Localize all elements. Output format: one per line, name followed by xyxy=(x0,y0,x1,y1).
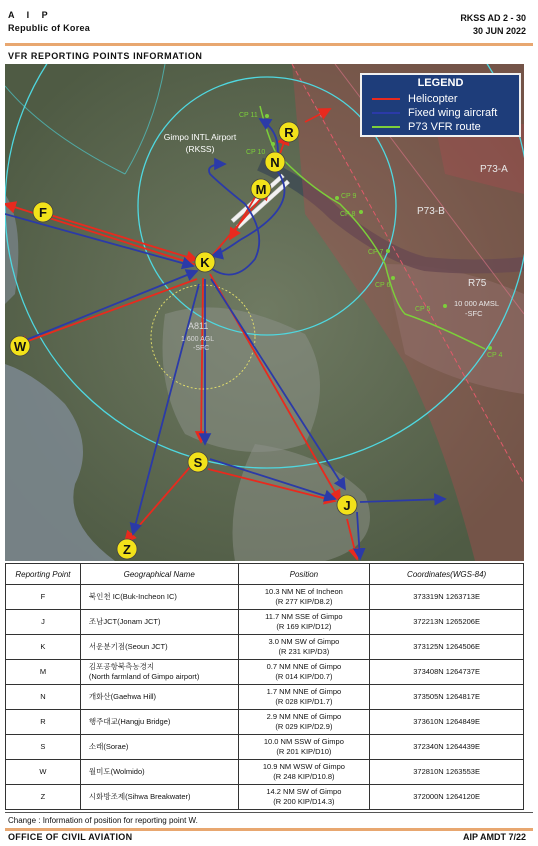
chart-legend xyxy=(360,73,521,137)
point-s-label: S xyxy=(193,455,203,470)
position-line: 3.0 NM SW of Gimpo xyxy=(268,637,340,646)
col-header: Reporting Point xyxy=(6,564,81,585)
table-row xyxy=(6,635,524,660)
position-cell xyxy=(238,585,370,610)
legend-item-vfr-route xyxy=(372,120,481,134)
position-line: 2.9 NM NNE of Gimpo xyxy=(266,712,342,721)
name-cell: 서운분기점(Seoun JCT) xyxy=(80,635,238,660)
legend-title: LEGEND xyxy=(417,77,464,89)
position-line: 10.3 NM NE of Incheon xyxy=(264,587,343,596)
col-header: Position xyxy=(238,564,370,585)
name-cell: 김포공항북측농경지 (North farmland of Gimpo airport) xyxy=(80,660,238,685)
position-cell xyxy=(238,610,370,635)
cp-label: CP 8 xyxy=(340,211,356,218)
point-cell: F xyxy=(6,585,81,610)
point-marker-w xyxy=(10,336,30,356)
table-body xyxy=(6,585,524,810)
effective-date: 30 JUN 2022 xyxy=(472,26,526,36)
r75-label: R75 xyxy=(468,278,487,289)
page-ref: RKSS AD 2 - 30 xyxy=(460,13,526,23)
point-m-label: M xyxy=(255,182,267,197)
position-line: 1.7 NM NNE of Gimpo xyxy=(266,687,342,696)
change-note: Change : Information of position for reporting point W. xyxy=(8,816,198,825)
name-cell: 개화산(Gaehwa Hill) xyxy=(80,685,238,710)
r75-limits-upper: 10 000 AMSL xyxy=(454,299,500,308)
point-marker-m xyxy=(251,179,271,199)
coords-cell: 373408N 1264737E xyxy=(370,660,524,685)
position-cell xyxy=(238,735,370,760)
airport-code-label: (RKSS) xyxy=(185,144,215,154)
table-row xyxy=(6,585,524,610)
name-cell: 북인천 IC(Buk-Incheon IC) xyxy=(80,585,238,610)
position-radial: (R 169 KIP/D12) xyxy=(276,622,332,631)
legend-label: P73 VFR route xyxy=(408,121,481,133)
point-marker-k xyxy=(195,252,215,272)
position-radial: (R 028 KIP/D1.7) xyxy=(275,697,333,706)
section-title: VFR REPORTING POINTS INFORMATION xyxy=(8,51,203,61)
coords-cell: 373125N 1264506E xyxy=(370,635,524,660)
table-row xyxy=(6,760,524,785)
point-cell: M xyxy=(6,660,81,685)
position-radial: (R 231 KIP/D3) xyxy=(278,647,330,656)
reporting-points-table xyxy=(5,563,524,810)
cp-label: CP 5 xyxy=(415,306,431,313)
fixed-wing-swatch xyxy=(372,112,400,114)
point-n-label: N xyxy=(270,155,280,170)
name-cell: 시화방조제(Sihwa Breakwater) xyxy=(80,785,238,810)
name-cell: 월미도(Wolmido) xyxy=(80,760,238,785)
name-cell: 행주대교(Hangju Bridge) xyxy=(80,710,238,735)
header-left xyxy=(8,9,90,35)
point-r-label: R xyxy=(284,125,294,140)
position-radial: (R 014 KIP/D0.7) xyxy=(275,672,333,681)
header-rule xyxy=(5,43,533,46)
name-cell: 조남JCT(Jonam JCT) xyxy=(80,610,238,635)
aip-label: A I P xyxy=(8,10,53,20)
point-cell: R xyxy=(6,710,81,735)
col-header: Geographical Name xyxy=(80,564,238,585)
position-line: 0.7 NM NNE of Gimpo xyxy=(266,662,342,671)
footer-rule xyxy=(5,828,533,831)
legend-item-fixed-wing xyxy=(372,106,497,120)
point-cell: Z xyxy=(6,785,81,810)
coords-cell: 372000N 1264120E xyxy=(370,785,524,810)
chart-graphic xyxy=(5,64,524,561)
position-radial: (R 201 KIP/D10) xyxy=(276,747,332,756)
table-row xyxy=(6,685,524,710)
legend-label: Fixed wing aircraft xyxy=(408,107,498,119)
name-cell: 소래(Sorae) xyxy=(80,735,238,760)
col-header: Coordinates(WGS-84) xyxy=(370,564,524,585)
cp-label: CP 4 xyxy=(487,352,503,359)
cp-label: CP 10 xyxy=(246,149,266,156)
airport-name-label: Gimpo INTL Airport xyxy=(163,132,237,142)
a811-label: A811 xyxy=(188,321,209,331)
legend-item-helicopter xyxy=(372,92,458,106)
table-bottom-rule xyxy=(5,812,533,813)
a811-limits-upper: 1 600 AGL xyxy=(181,336,215,343)
country-label: Republic of Korea xyxy=(8,23,91,33)
position-line: 11.7 NM SSE of Gimpo xyxy=(265,612,343,621)
point-marker-j xyxy=(337,495,357,515)
table-row xyxy=(6,660,524,685)
table-row xyxy=(6,710,524,735)
position-cell xyxy=(238,785,370,810)
position-radial: (R 277 KIP/D8.2) xyxy=(275,597,333,606)
coords-cell: 373505N 1264817E xyxy=(370,685,524,710)
table-row xyxy=(6,610,524,635)
point-cell: K xyxy=(6,635,81,660)
position-radial: (R 029 KIP/D2.9) xyxy=(275,722,333,731)
p73a-label: P73-A xyxy=(480,164,508,175)
footer-authority: OFFICE OF CIVIL AVIATION xyxy=(8,832,133,842)
point-marker-z xyxy=(117,539,137,559)
cp-label: CP 11 xyxy=(239,112,258,119)
position-cell xyxy=(238,710,370,735)
position-line: 14.2 NM SW of Gimpo xyxy=(266,787,342,796)
footer-amendment: AIP AMDT 7/22 xyxy=(462,832,526,842)
point-marker-s xyxy=(188,452,208,472)
position-cell xyxy=(238,685,370,710)
point-j-label: J xyxy=(343,498,351,513)
header-right xyxy=(460,12,526,38)
legend-label: Helicopter xyxy=(408,93,458,105)
a811-limits-lower: -SFC xyxy=(193,345,210,352)
position-line: 10.9 NM WSW of Gimpo xyxy=(262,762,345,771)
table-row xyxy=(6,735,524,760)
coords-cell: 372340N 1264439E xyxy=(370,735,524,760)
position-radial: (R 248 KIP/D10.8) xyxy=(273,772,335,781)
point-marker-r xyxy=(279,122,299,142)
vfr-chart xyxy=(5,64,524,561)
cp-label: CP 6 xyxy=(375,282,391,289)
position-cell xyxy=(238,760,370,785)
coords-cell: 372810N 1263553E xyxy=(370,760,524,785)
point-marker-f xyxy=(33,202,53,222)
point-k-label: K xyxy=(200,255,210,270)
point-cell: N xyxy=(6,685,81,710)
coords-cell: 372213N 1265206E xyxy=(370,610,524,635)
table-header-row xyxy=(6,564,524,585)
point-z-label: Z xyxy=(123,542,131,557)
position-line: 10.0 NM SSW of Gimpo xyxy=(263,737,344,746)
coords-cell: 373610N 1264849E xyxy=(370,710,524,735)
coords-cell: 373319N 1263713E xyxy=(370,585,524,610)
p73b-label: P73-B xyxy=(417,206,445,217)
point-cell: J xyxy=(6,610,81,635)
position-cell xyxy=(238,635,370,660)
vfr-route-swatch xyxy=(372,126,400,128)
position-cell xyxy=(238,660,370,685)
helicopter-swatch xyxy=(372,98,400,100)
r75-limits-lower: -SFC xyxy=(465,309,483,318)
table-row xyxy=(6,785,524,810)
point-cell: S xyxy=(6,735,81,760)
point-cell: W xyxy=(6,760,81,785)
point-marker-n xyxy=(265,152,285,172)
point-w-label: W xyxy=(13,339,27,354)
point-f-label: F xyxy=(39,205,47,220)
position-radial: (R 200 KIP/D14.3) xyxy=(273,797,335,806)
cp-label: CP 7 xyxy=(368,249,384,256)
cp-label: CP 9 xyxy=(341,193,357,200)
